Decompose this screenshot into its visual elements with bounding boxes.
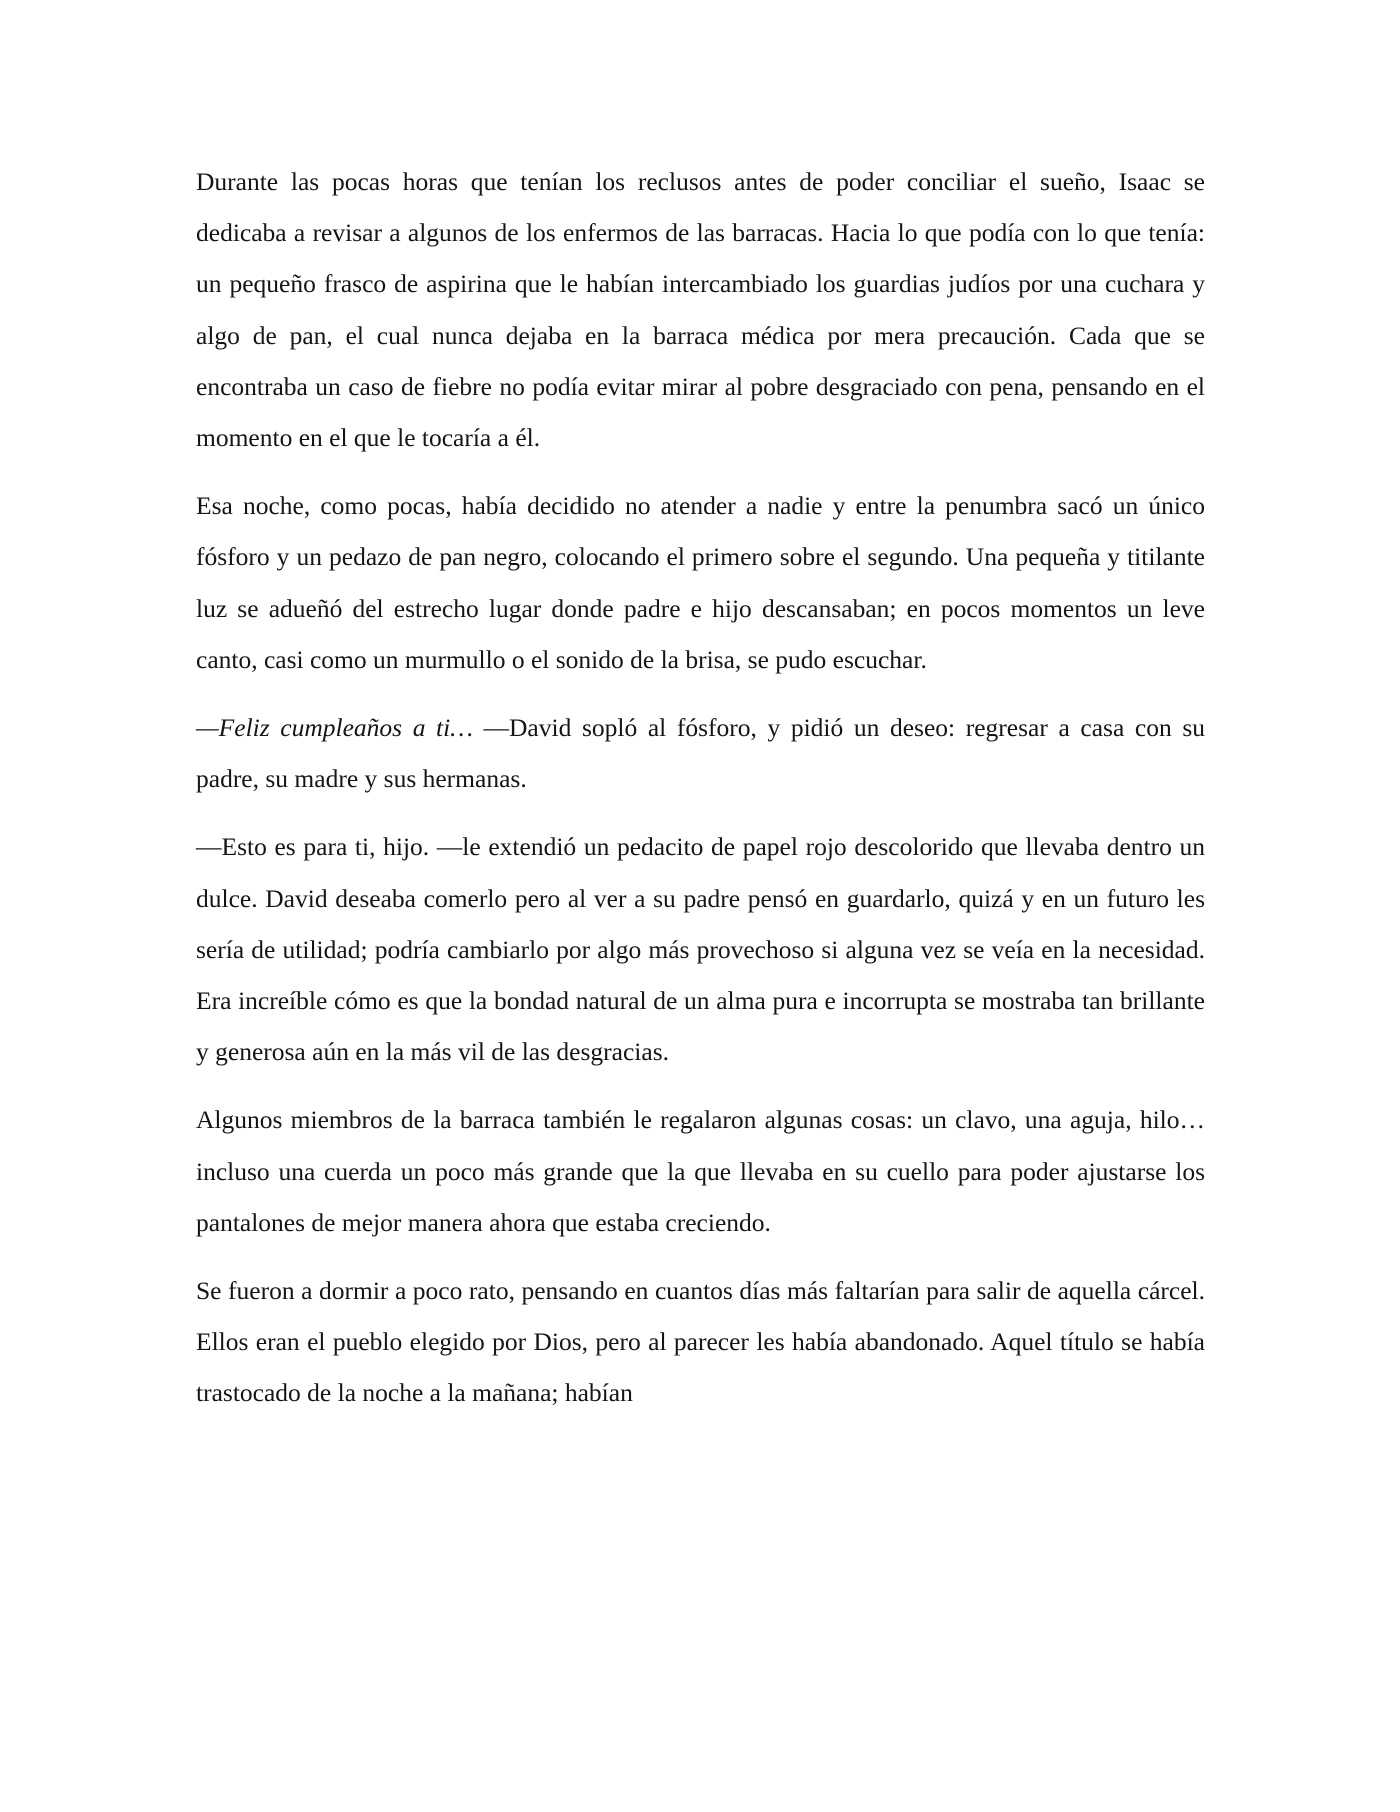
paragraph-6 (196, 1265, 1205, 1419)
paragraph-3-dialogue (196, 702, 1205, 804)
paragraph-5 (196, 1094, 1205, 1248)
paragraph-2 (196, 480, 1205, 685)
paragraph-1 (196, 156, 1205, 463)
paragraph-1-text: Durante las pocas horas que tenían los reclusos antes de poder conciliar el sueño, Isaac se dedicaba a revisar a algunos de los enfermos de las barracas. Hacia lo que podía con lo que tenía: un pequeño frasco de aspirina que le habían intercambiado los guardias judíos por una cuchara y algo de pan, el cual nunca dejaba en la barraca médica por mera precaución. Cada que se encontraba un caso de fiebre no podía evitar mirar al pobre desgraciado con pena, pensando en el momento en el que le tocaría a él. (196, 167, 1205, 453)
birthday-song-italic: —Feliz cumpleaños a ti… (196, 713, 473, 743)
body-text (196, 156, 1205, 1419)
paragraph-4-text: —Esto es para ti, hijo. —le extendió un pedacito de papel rojo descolorido que llevaba dentro un dulce. David deseaba comerlo pero al ver a su padre pensó en guardarlo, quizá y en un futuro les sería de utilidad; podría cambiarlo por algo más provechoso si alguna vez se veía en la necesidad. Era increíble cómo es que la bondad natural de un alma pura e incorrupta se mostraba tan brillante y generosa aún en la más vil de las desgracias. (196, 832, 1205, 1067)
paragraph-2-text: Esa noche, como pocas, había decidido no atender a nadie y entre la penumbra sacó un único fósforo y un pedazo de pan negro, colocando el primero sobre el segundo. Una pequeña y titilante luz se adueñó del estrecho lugar donde padre e hijo descansaban; en pocos momentos un leve canto, casi como un murmullo o el sonido de la brisa, se pudo escuchar. (196, 491, 1205, 674)
paragraph-5-text: Algunos miembros de la barraca también le regalaron algunas cosas: un clavo, una aguja, hilo… incluso una cuerda un poco más grande que la que llevaba en su cuello para poder ajustarse los pantalones de mejor manera ahora que estaba creciendo. (196, 1105, 1205, 1237)
paragraph-4-dialogue (196, 821, 1205, 1077)
paragraph-3-text: —David sopló al fósforo, y pidió un deseo: regresar a casa con su padre, su madre y sus hermanas. (196, 713, 1205, 794)
paragraph-6-text: Se fueron a dormir a poco rato, pensando en cuantos días más faltarían para salir de aquella cárcel. Ellos eran el pueblo elegido por Dios, pero al parecer les había abandonado. Aquel título se había trastocado de la noche a la mañana; habían (196, 1276, 1205, 1408)
